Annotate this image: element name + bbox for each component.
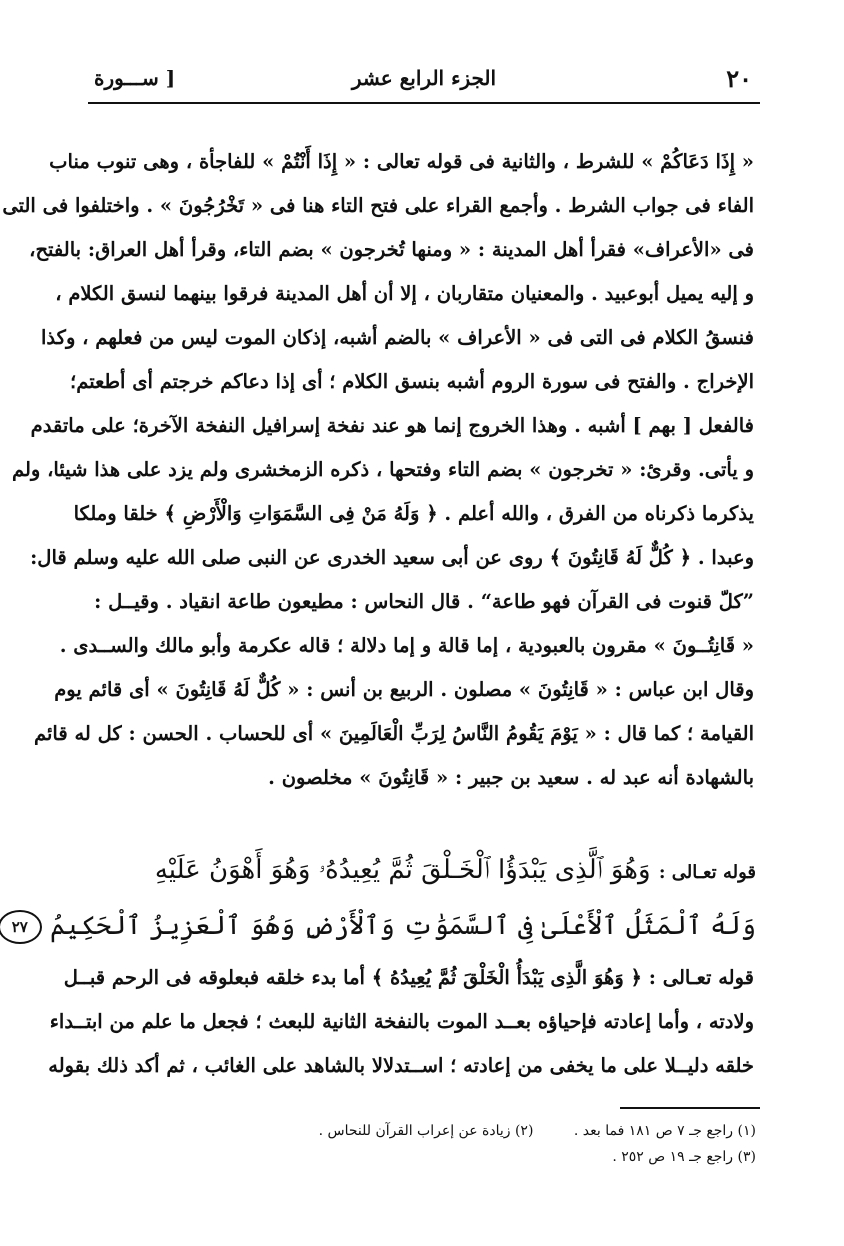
text-line: ”كلّ قنوت فى القرآن فهو طاعة“ . قال النحاس : مطيعون طاعة انقياد . وقيــل : [94, 590, 754, 613]
text-line: فى «الأعراف» فقرأ أهل المدينة : « ومنها تُخرجون » بضم التاء، وقرأ أهل العراق: بالفتح، [29, 238, 754, 261]
footnote-mark: (٣) [737, 1149, 756, 1165]
text-line: القيامة ؛ كما قال : « يَوْمَ يَقُومُ النَّاسُ لِرَبِّ الْعَالَمِينَ » أى للحساب . الحسن : كل له قائم [34, 722, 754, 745]
verse-number-badge: ٢٧ [0, 910, 42, 944]
text-line: فالفعل [ بهم ] أشبه . وهذا الخروج إنما هو عند نفخة إسرافيل النفخة الآخرة؛ على ماتقدم [30, 414, 754, 437]
quran-verse-block [11, 842, 756, 954]
surah-label: [ ســـورة [94, 66, 176, 90]
text-line: وعبدا . ﴿ كُلٌّ لَهُ قَانِتُونَ ﴾ روى عن أبى سعيد الخدرى عن النبى صلى الله عليه وسلم قال: [30, 546, 754, 569]
text-line: و يأتى. وقرئ: « تخرجون » بضم التاء وفتحها ، ذكره الزمخشرى ولم يزد على هذا شيئا، ولم [12, 458, 754, 481]
footnote-mark: (١) [737, 1123, 756, 1139]
text-line: فنسقُ الكلام فى التى فى « الأعراف » بالضم أشبه، إذكان الموت ليس من فعلهم ، وكذا [41, 326, 754, 349]
footnote-mark: (٢) [514, 1123, 534, 1139]
text-line: بالشهادة أنه عبد له . سعيد بن جبير : « قَانِتُونَ » مخلصون . [268, 766, 754, 789]
text-line: قوله تعـالى : ﴿ وَهُوَ الَّذِى يَبْدَأُ الْخَلْقَ ثُمَّ يُعِيدُهُ ﴾ أما بدء خلقه فبعلوقه فى الرحم قبــل [63, 966, 754, 989]
verse-text: وَهُوَ ٱلَّذِى يَبْدَؤُا ٱلْخَـلْقَ ثُمَّ يُعِيدُهُۥ وَهُوَ أَهْوَنُ عَلَيْهِ [154, 855, 651, 885]
page-number: ٢٠ [726, 64, 752, 93]
footnotes [180, 1118, 756, 1170]
text-line: « إِذَا دَعَاكُمْ » للشرط ، والثانية فى قوله تعالى : « إِذَا أَنْتُمْ » للفاجأة ، وهى تنوب مناب [49, 150, 754, 173]
verse-text: وَلَهُ ٱلْمَثَلُ ٱلْأَعْلَىٰ فِى ٱلسَّمَوَٰتِ وَٱلْأَرْضِ وَهُوَ ٱلْعَزِيزُ ٱلْحَكِيمُ [50, 911, 756, 941]
verse-line [104, 842, 756, 898]
text-line: ولادته ، وأما إعادته فإحياؤه بعــد الموت بالنفخة الثانية للبعث ؛ فجعل ما علم من ابتــداء [49, 1010, 754, 1033]
text-line: « قَانِتُــونَ » مقرون بالعبودية ، إما قالة و إما دلالة ؛ قاله عكرمة وأبو مالك والســدى . [59, 634, 754, 657]
footnote-row [180, 1144, 756, 1170]
text-line: الفاء فى جواب الشرط . وأجمع القراء على فتح التاء هنا فى « تَخْرُجُونَ » . واختلفوا فى التى [2, 194, 754, 217]
text-line: يذكرما ذكرناه من الفرق ، والله أعلم . ﴿ وَلَهُ مَنْ فِى السَّمَوَاتِ وَالْأَرْضِ ﴾ خلقا وملكا [73, 502, 754, 525]
footnote-separator [620, 1107, 760, 1109]
commentary-text [2, 140, 754, 800]
footnote-text: راجع جـ ٧ ص ١٨١ فما بعد . [573, 1123, 734, 1139]
footnote [319, 1118, 534, 1144]
text-line: الإخراج . والفتح فى سورة الروم أشبه بنسق الكلام ؛ أى إذا دعاكم خرجتم أى أطعتم؛ [70, 370, 754, 393]
footnote-row [180, 1118, 756, 1144]
running-title: الجزء الرابع عشر [351, 66, 497, 90]
text-line: و إليه يميل أبوعبيد . والمعنيان متقاربان ، إلا أن أهل المدينة فرقوا بينهما لنسق الكلام ، [55, 282, 754, 305]
text-line: وقال ابن عباس : « قَانِتُونَ » مصلون . الربيع بن أنس : « كُلٌّ لَهُ قَانِتُونَ » أى قائم يوم [54, 678, 754, 701]
footnote-text: زيادة عن إعراب القرآن للنحاس . [318, 1123, 511, 1139]
commentary-text-continued [48, 956, 754, 1088]
verse-label: قوله تعـالى : [658, 862, 756, 883]
footnote [574, 1118, 756, 1144]
footnote-text: راجع جـ ١٩ ص ٢٥٢ . [612, 1149, 734, 1165]
verse-line [11, 898, 756, 954]
footnote [612, 1144, 756, 1170]
page-header [88, 58, 760, 104]
text-line: خلقه دليــلا على ما يخفى من إعادته ؛ اســتدلالا بالشاهد على الغائب ، ثم أكد ذلك بقوله [48, 1054, 754, 1077]
